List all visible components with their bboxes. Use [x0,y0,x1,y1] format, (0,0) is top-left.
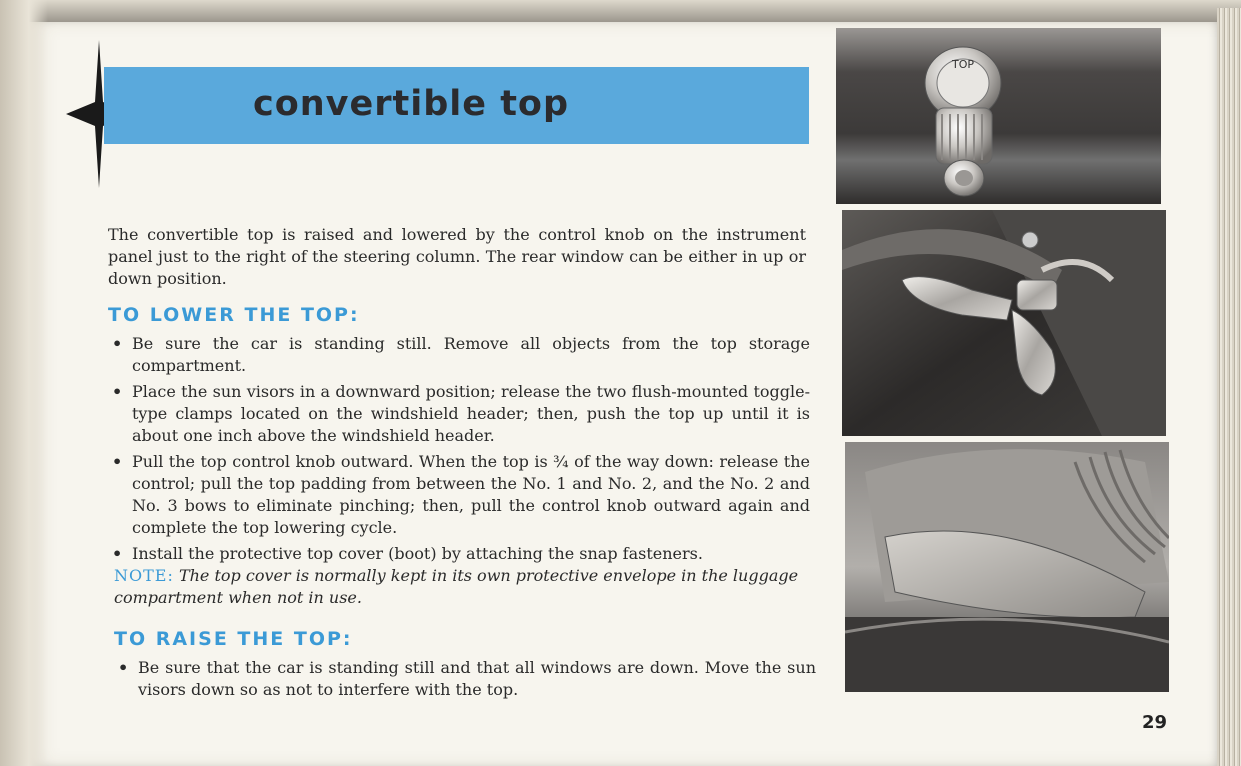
raise-top-heading: TO RAISE THE TOP: [114,628,353,650]
lower-top-heading: TO LOWER THE TOP: [108,304,360,326]
control-knob-photo [836,28,1161,204]
list-item: • Install the protective top cover (boot) by attaching the snap fasteners. [108,543,810,565]
list-item: • Pull the top control knob outward. When the top is ¾ of the way down: release the control; pull the top padding from between the No. 1 and No. 2, and the No. 2 and No. 3 bows to eliminate pinching; then, pull the control knob outward again and complete the top lowering cycle. [108,451,810,539]
page-title: convertible top [252,84,570,124]
raise-top-steps [114,657,816,705]
list-item: • Be sure that the car is standing still and that all windows are down. Move the sun visors down so as not to interfere with the top. [114,657,816,701]
page-number: 29 [1142,712,1168,733]
intro-paragraph: The convertible top is raised and lowered by the control knob on the instrument panel just to the right of the steering column. The rear window can be either in up or down position. [108,225,806,288]
note [114,565,814,609]
page-edges [1217,8,1241,766]
list-item: • Place the sun visors in a downward position; release the two flush-mounted toggle-type clamps located on the windshield header; then, push the top up until it is about one inch above the windshield header. [108,381,810,447]
knob-label: TOP [951,58,975,71]
top-boot-photo [845,442,1169,692]
book-top-edge [0,0,1241,22]
note-text: The top cover is normally kept in its own protective envelope in the luggage compartment when not in use. [114,566,799,607]
binding-shadow [0,0,48,766]
lower-top-steps [108,333,810,569]
toggle-clamp-photo [842,210,1166,436]
note-label: NOTE: [114,566,174,585]
list-item: • Be sure the car is standing still. Remove all objects from the top storage compartment. [108,333,810,377]
